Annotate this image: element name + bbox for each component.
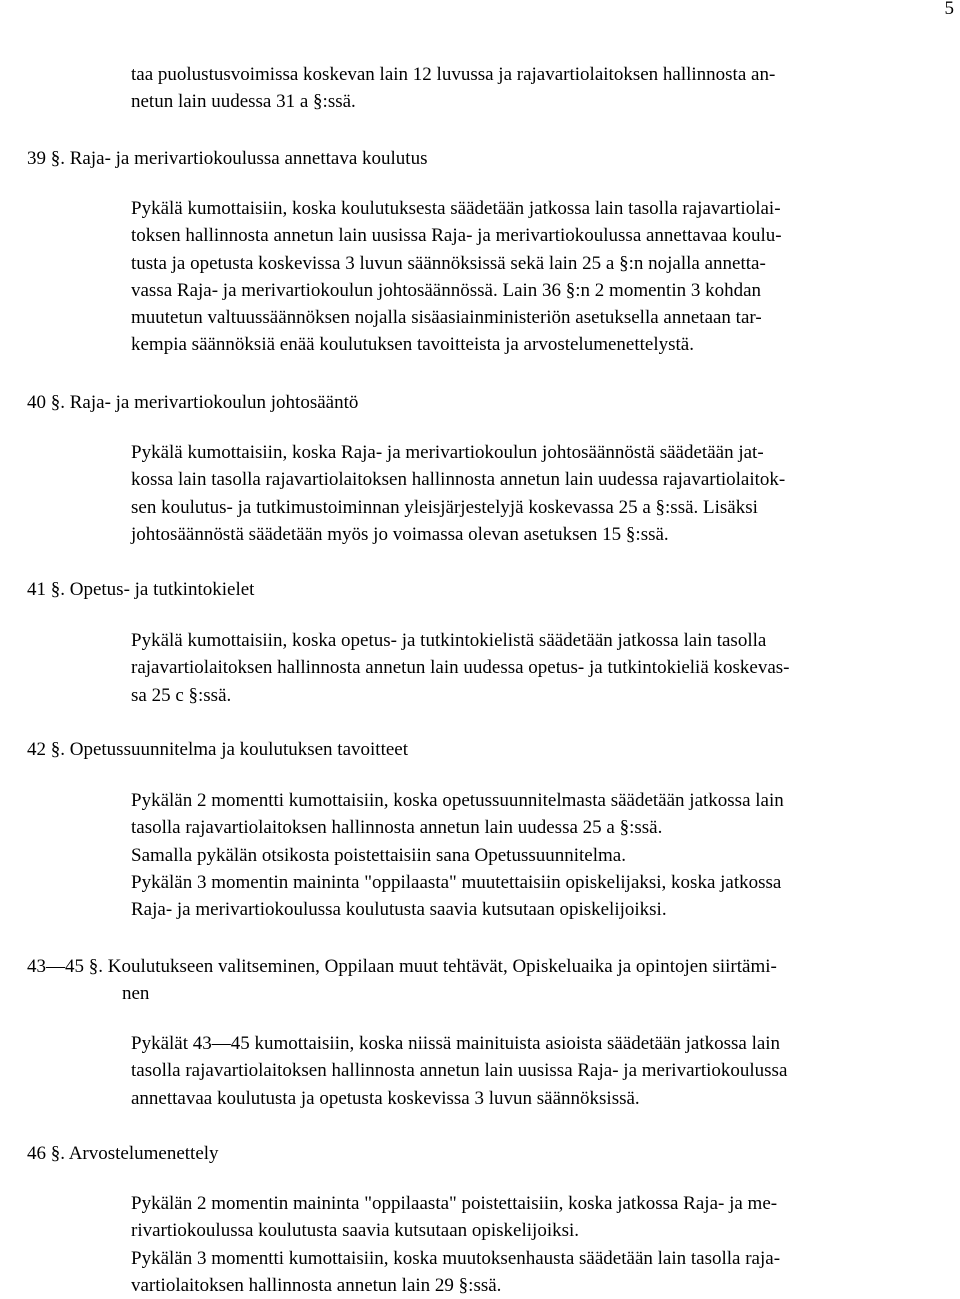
text-line: toksen hallinnosta annetun lain uusissa Raja- ja merivartiokoulussa annettavaa koulu-: [131, 225, 782, 247]
text-line: vartiolaitoksen hallinnosta annetun lain 29 §:ssä.: [131, 1274, 502, 1296]
text-line: Pykälä kumottaisiin, koska opetus- ja tutkintokielistä säädetään jatkossa lain tasolla: [131, 630, 767, 651]
text-line: annettavaa koulutusta ja opetusta koskevissa 3 luvun säännöksissä.: [131, 1087, 640, 1109]
text-line: tasolla rajavartiolaitoksen hallinnosta annetun lain uusissa Raja- ja merivartiokoulussa: [131, 1060, 788, 1082]
section-heading-46: 46 §. Arvostelumenettely: [27, 1143, 219, 1164]
text-line: vassa Raja- ja merivartiokoulun johtosäännössä. Lain 36 §:n 2 momentin 3 kohdan: [131, 279, 762, 301]
text-line: Samalla pykälän otsikosta poistettaisiin sana Opetussuunnitelma.: [131, 844, 626, 866]
text-line: Pykälä kumottaisiin, koska koulutuksesta säädetään jatkossa lain tasolla rajavartiolai-: [131, 198, 781, 219]
text-line: tasolla rajavartiolaitoksen hallinnosta annetun lain uudessa 25 a §:ssä.: [131, 817, 663, 839]
section-heading-40: 40 §. Raja- ja merivartiokoulun johtosääntö: [27, 392, 359, 413]
text-line: kempia säännöksiä enää koulutuksen tavoitteista ja arvostelumenettelystä.: [131, 334, 694, 356]
text-line: rivartiokoulussa koulutusta saavia kutsutaan opiskelijoiksi.: [131, 1220, 580, 1242]
text-line: kossa lain tasolla rajavartiolaitoksen hallinnosta annetun lain uudessa rajavartiolaitok-: [131, 469, 786, 491]
text-line: Pykälän 2 momentin maininta "oppilaasta" poistettaisiin, koska jatkossa Raja- ja me-: [131, 1193, 778, 1214]
text-line: Pykälän 3 momentti kumottaisiin, koska muutoksenhausta säädetään lain tasolla raja-: [131, 1247, 781, 1269]
text-line: taa puolustusvoimissa koskevan lain 12 luvussa ja rajavartiolaitoksen hallinnosta an-: [131, 64, 776, 85]
section-body-43-45: [131, 1030, 787, 1112]
section-body-39: [131, 195, 782, 359]
section-body-40: [131, 439, 785, 548]
text-line: muutetun valtuussäännöksen nojalla sisäasiainministeriön asetuksella annetaan tar-: [131, 307, 762, 329]
text-line: sa 25 c §:ssä.: [131, 684, 232, 706]
text-line: sen koulutus- ja tutkimustoiminnan yleisjärjestelyjä koskevassa 25 a §:ssä. Lisäksi: [131, 496, 758, 518]
text-line: Raja- ja merivartiokoulussa koulutusta saavia kutsutaan opiskelijoiksi.: [131, 899, 667, 921]
section-heading-42: 42 §. Opetussuunnitelma ja koulutuksen tavoitteet: [27, 739, 408, 760]
section-heading-39: 39 §. Raja- ja merivartiokoulussa annettava koulutus: [27, 148, 428, 169]
section-heading-43-45: 43—45 §. Koulutukseen valitseminen, Oppilaan muut tehtävät, Opiskeluaika ja opintojen siirtämi-: [27, 956, 777, 977]
text-line: johtosäännöstä säädetään myös jo voimassa olevan asetuksen 15 §:ssä.: [131, 523, 669, 545]
text-line: Pykälän 2 momentti kumottaisiin, koska opetussuunnitelmasta säädetään jatkossa lain: [131, 790, 784, 811]
section-body-41: [131, 627, 790, 709]
text-line: Pykälä kumottaisiin, koska Raja- ja merivartiokoulun johtosäännöstä säädetään jat-: [131, 442, 764, 463]
text-line: rajavartiolaitoksen hallinnosta annetun lain uudessa opetus- ja tutkintokieliä koskevas-: [131, 657, 790, 679]
section-heading-41: 41 §. Opetus- ja tutkintokielet: [27, 579, 255, 600]
text-line: netun lain uudessa 31 a §:ssä.: [131, 91, 356, 113]
text-line: tusta ja opetusta koskevissa 3 luvun säännöksissä sekä lain 25 a §:n nojalla annetta-: [131, 252, 766, 274]
intro-paragraph: [131, 61, 775, 116]
page-number: 5: [944, 0, 954, 19]
section-body-42: [131, 787, 784, 923]
section-body-46: [131, 1190, 780, 1299]
text-line: Pykälät 43—45 kumottaisiin, koska niissä mainituista asioista säädetään jatkossa lain: [131, 1033, 781, 1054]
section-heading-43-45-continuation: nen: [122, 983, 150, 1004]
text-line: Pykälän 3 momentin maininta "oppilaasta" muutettaisiin opiskelijaksi, koska jatkossa: [131, 871, 782, 893]
